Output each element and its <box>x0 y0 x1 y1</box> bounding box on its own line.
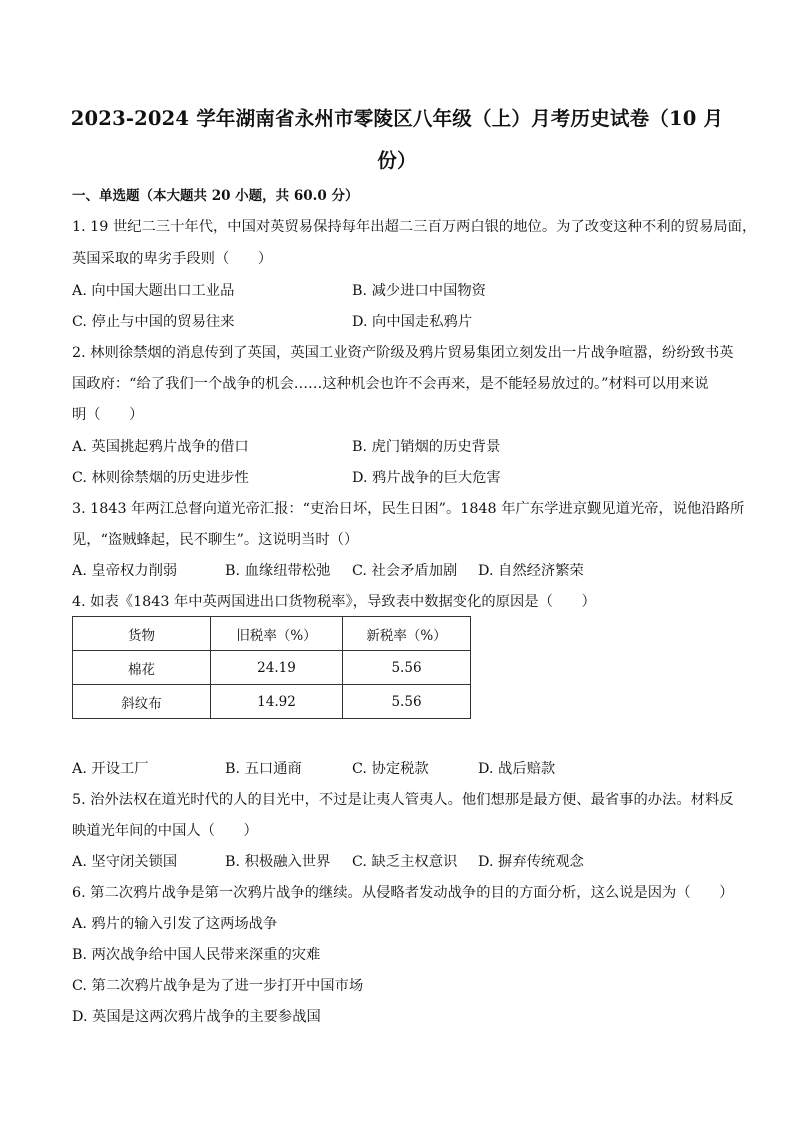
table-header-row <box>73 617 471 651</box>
q5-stem-line-2: 映道光年间的中国人（ ） <box>72 823 258 839</box>
q2-stem-line-2: 国政府：“给了我们一个战争的机会……这种机会也许不会再来，是不能轻易放过的。”材料可以用来说 <box>72 376 709 392</box>
q6-stem-line-1: 6. 第二次鸦片战争是第一次鸦片战争的继续。从侵略者发动战争的目的方面分析，这么说是因为（ ） <box>72 885 734 901</box>
q1-option-b: B. 减少进口中国物资 <box>352 283 486 299</box>
q2-option-a: A. 英国挑起鸦片战争的借口 <box>72 439 249 455</box>
table-row <box>73 651 471 685</box>
q3-option-d: D. 自然经济繁荣 <box>478 563 584 579</box>
q2-stem-line-1: 2. 林则徐禁烟的消息传到了英国，英国工业资产阶级及鸦片贸易集团立刻发出一片战争喧嚣，纷纷致书英 <box>72 345 734 361</box>
q4-option-a: A. 开设工厂 <box>72 761 149 777</box>
q1-option-c: C. 停止与中国的贸易往来 <box>72 314 235 330</box>
q6-option-d: D. 英国是这两次鸦片战争的主要参战国 <box>72 1009 321 1025</box>
section-header: 一、单选题（本大题共 20 小题，共 60.0 分） <box>72 188 359 204</box>
table-cell: 棉花 <box>73 651 211 685</box>
table-header-cell: 货物 <box>73 617 211 651</box>
q2-option-c: C. 林则徐禁烟的历史进步性 <box>72 470 249 486</box>
q5-option-a: A. 坚守闭关锁国 <box>72 854 178 870</box>
table-cell: 斜纹布 <box>73 685 211 719</box>
q5-option-c: C. 缺乏主权意识 <box>352 854 458 870</box>
q6-option-c: C. 第二次鸦片战争是为了进一步打开中国市场 <box>72 978 364 994</box>
q4-option-d: D. 战后赔款 <box>478 761 556 777</box>
table-header-cell: 旧税率（%） <box>211 617 343 651</box>
q1-stem-line-1: 1. 19 世纪二三十年代，中国对英贸易保持每年出超二三百万两白银的地位。为了改变这种不利的贸易局面， <box>72 219 757 235</box>
q5-option-b: B. 积极融入世界 <box>225 854 331 870</box>
q3-option-a: A. 皇帝权力削弱 <box>72 563 178 579</box>
table-cell: 5.56 <box>343 685 471 719</box>
q4-option-b: B. 五口通商 <box>225 761 302 777</box>
q6-option-a: A. 鸦片的输入引发了这两场战争 <box>72 916 278 932</box>
q1-stem-line-2: 英国采取的卑劣手段则（ ） <box>72 251 273 267</box>
q4-stem-line-1: 4. 如表《1843 年中英两国进出口货物税率》，导致表中数据变化的原因是（ ） <box>72 594 596 610</box>
q4-option-c: C. 协定税款 <box>352 761 429 777</box>
exam-title-line-1: 2023-2024 学年湖南省永州市零陵区八年级（上）月考历史试卷（10 月 <box>70 107 724 130</box>
q1-option-a: A. 向中国大题出口工业品 <box>72 283 235 299</box>
q1-option-d: D. 向中国走私鸦片 <box>352 314 473 330</box>
q5-option-d: D. 摒弃传统观念 <box>478 854 584 870</box>
q2-option-d: D. 鸦片战争的巨大危害 <box>352 470 501 486</box>
q2-option-b: B. 虎门销烟的历史背景 <box>352 439 501 455</box>
exam-title-line-2: 份） <box>377 149 417 172</box>
q3-stem-line-2: 见，“盗贼蜂起，民不聊生”。这说明当时（） <box>72 532 359 548</box>
table-row <box>73 685 471 719</box>
q3-stem-line-1: 3. 1843 年两江总督向道光帝汇报：“吏治日坏，民生日困”。1848 年广东学进京觐见道光帝，说他沿路所 <box>72 501 745 517</box>
q5-stem-line-1: 5. 治外法权在道光时代的人的目光中，不过是让夷人管夷人。他们想那是最方便、最省事的办法。材料反 <box>72 792 734 808</box>
q3-option-c: C. 社会矛盾加剧 <box>352 563 458 579</box>
table-header-cell: 新税率（%） <box>343 617 471 651</box>
table-cell: 24.19 <box>211 651 343 685</box>
tax-rate-table <box>72 616 471 719</box>
table-cell: 14.92 <box>211 685 343 719</box>
q2-stem-line-3: 明（ ） <box>72 407 144 423</box>
table-cell: 5.56 <box>343 651 471 685</box>
exam-title <box>60 98 734 182</box>
q3-option-b: B. 血缘纽带松弛 <box>225 563 331 579</box>
q6-option-b: B. 两次战争给中国人民带来深重的灾难 <box>72 947 321 963</box>
